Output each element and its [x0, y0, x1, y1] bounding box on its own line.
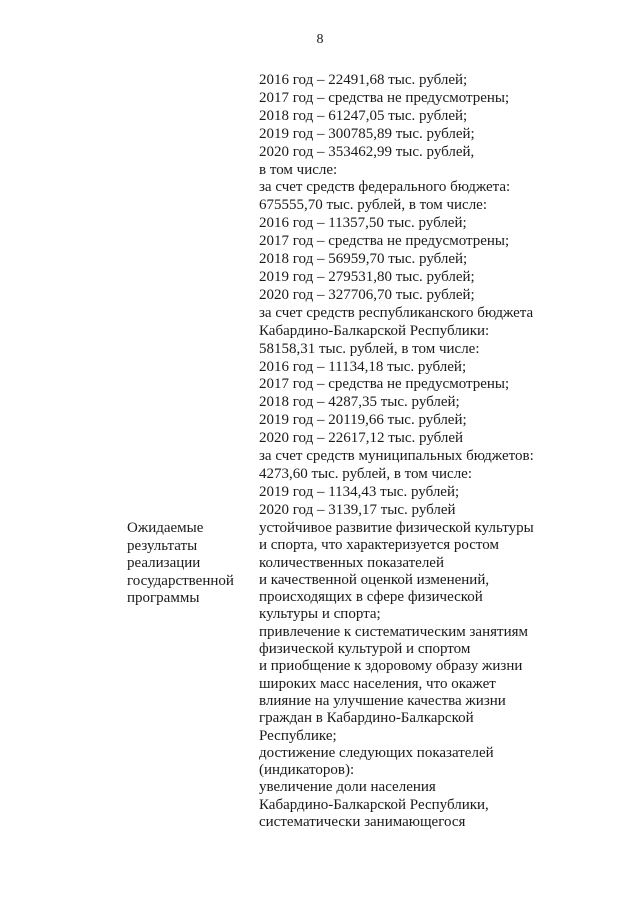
- label-line: государственной: [127, 572, 234, 589]
- funding-line: 2017 год – средства не предусмотрены;: [259, 233, 510, 250]
- funding-line: 2019 год – 279531,80 тыс. рублей;: [259, 268, 475, 285]
- funding-line: 2019 год – 20119,66 тыс. рублей;: [259, 412, 467, 429]
- page-number: 8: [316, 32, 324, 47]
- label-line: Ожидаемые: [127, 520, 204, 536]
- results-line: Кабардино-Балкарской Республики,: [259, 796, 489, 813]
- results-line: и качественной оценкой изменений,: [259, 571, 490, 588]
- results-line: и спорта, что характеризуется ростом: [259, 537, 499, 554]
- results-line: увеличение доли населения: [259, 779, 436, 796]
- funding-line: 2017 год – средства не предусмотрены;: [259, 376, 510, 393]
- results-line: систематически занимающегося: [259, 814, 466, 831]
- funding-line: за счет средств муниципальных бюджетов:: [259, 448, 534, 465]
- results-line: (индикаторов):: [259, 762, 355, 779]
- label-line: результаты: [127, 537, 198, 554]
- results-line: широких масс населения, что окажет: [259, 675, 496, 692]
- funding-line: 2020 год – 22617,12 тыс. рублей: [259, 430, 464, 447]
- funding-line: за счет средств республиканского бюджета: [259, 304, 534, 321]
- results-line: количественных показателей: [259, 554, 444, 571]
- funding-section: [259, 72, 559, 520]
- funding-line: 4273,60 тыс. рублей, в том числе:: [259, 465, 473, 482]
- results-line: достижение следующих показателей: [259, 744, 494, 761]
- funding-line: 58158,31 тыс. рублей, в том числе:: [259, 340, 480, 357]
- funding-line: 2020 год – 327706,70 тыс. рублей;: [259, 286, 475, 303]
- results-line: физической культурой и спортом: [259, 641, 471, 658]
- funding-line: 2016 год – 11357,50 тыс. рублей;: [259, 215, 467, 232]
- funding-line: Кабардино-Балкарской Республики:: [259, 322, 490, 339]
- funding-line: 2016 год – 11134,18 тыс. рублей;: [259, 358, 467, 375]
- funding-line: 675555,70 тыс. рублей, в том числе:: [259, 197, 488, 214]
- results-line: граждан в Кабардино-Балкарской: [259, 710, 474, 727]
- results-line: Республике;: [259, 727, 337, 744]
- funding-line: 2017 год – средства не предусмотрены;: [259, 89, 510, 106]
- funding-line: за счет средств федерального бюджета:: [259, 179, 511, 196]
- funding-line: 2018 год – 56959,70 тыс. рублей;: [259, 251, 468, 268]
- results-line: влияние на улучшение качества жизни: [259, 692, 506, 709]
- funding-line: 2018 год – 4287,35 тыс. рублей;: [259, 394, 460, 411]
- expected-results-label: [127, 520, 252, 608]
- funding-line: 2020 год – 3139,17 тыс. рублей: [259, 501, 456, 518]
- funding-line: 2019 год – 1134,43 тыс. рублей;: [259, 483, 460, 500]
- label-line: программы: [127, 590, 200, 607]
- results-line: привлечение к систематическим занятиям: [259, 623, 528, 640]
- funding-line: 2018 год – 61247,05 тыс. рублей;: [259, 107, 468, 124]
- funding-line: 2020 год – 353462,99 тыс. рублей,: [259, 143, 475, 160]
- label-line: реализации: [127, 555, 201, 572]
- funding-line: 2016 год – 22491,68 тыс. рублей;: [259, 72, 468, 88]
- results-line: и приобщение к здоровому образу жизни: [259, 658, 523, 675]
- funding-line: 2019 год – 300785,89 тыс. рублей;: [259, 125, 475, 142]
- funding-line: в том числе:: [259, 161, 338, 178]
- results-line: устойчивое развитие физической культуры: [259, 520, 534, 536]
- results-line: происходящих в сфере физической: [259, 589, 483, 606]
- expected-results-text: [259, 520, 559, 831]
- results-line: культуры и спорта;: [259, 606, 381, 623]
